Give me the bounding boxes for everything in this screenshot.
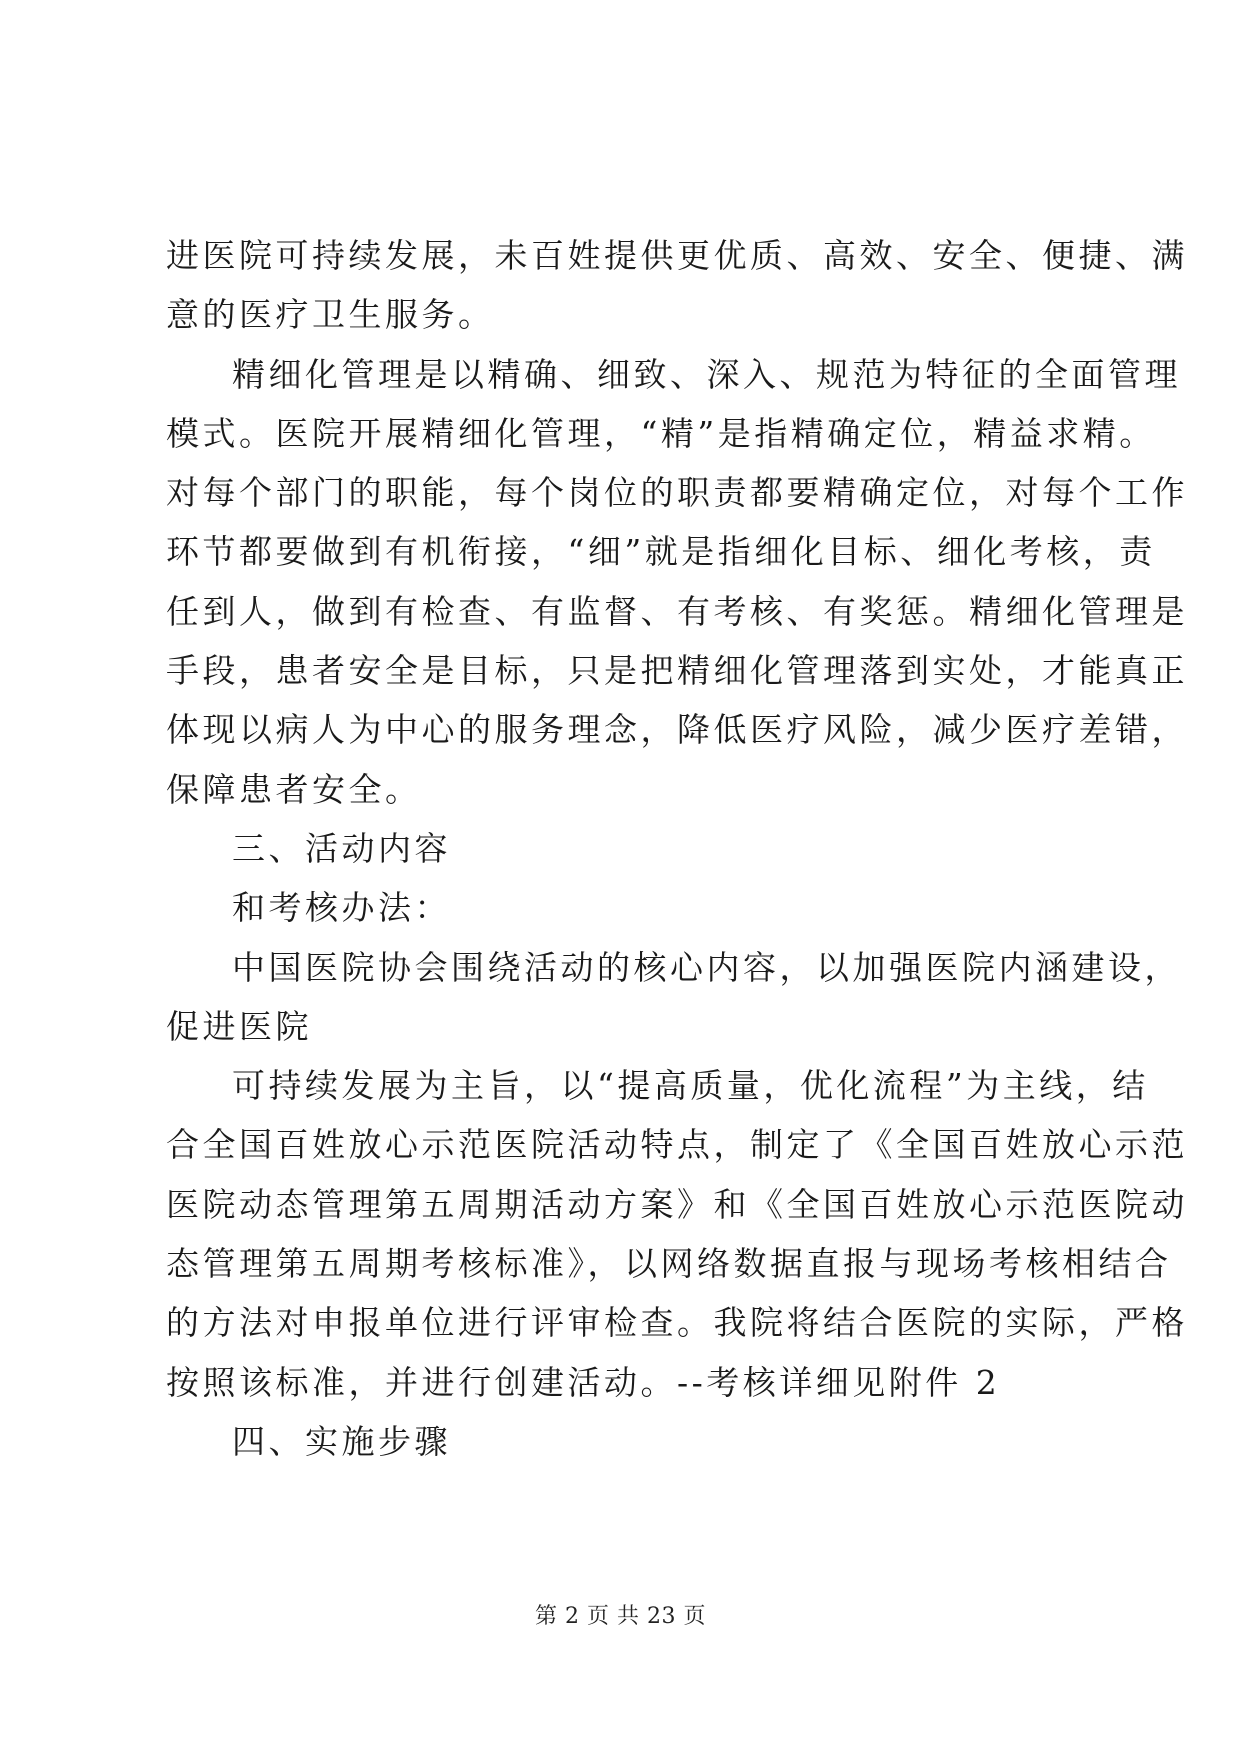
text-line: 合全国百姓放心示范医院活动特点，制定了《全国百姓放心示范: [166, 1125, 1188, 1165]
text-line: 手段，患者安全是目标，只是把精细化管理落到实处，才能真正: [166, 651, 1188, 691]
paragraph-2: [166, 345, 1188, 819]
text-line: 意的医疗卫生服务。: [166, 295, 495, 335]
text-line: 精细化管理是以精确、细致、深入、规范为特征的全面管理: [232, 354, 1181, 394]
text-line: 促进医院: [166, 1006, 312, 1046]
section-heading-3: [166, 819, 1082, 878]
section-heading-4: [166, 1412, 1082, 1471]
text-line: 对每个部门的职能，每个岗位的职责都要精确定位，对每个工作: [166, 473, 1188, 513]
text-line: 医院动态管理第五周期活动方案》和《全国百姓放心示范医院动: [166, 1184, 1188, 1224]
text-line: 可持续发展为主旨，以“提高质量，优化流程”为主线，结: [232, 1066, 1149, 1106]
text-line: 态管理第五周期考核标准》，以网络数据直报与现场考核相结合: [166, 1244, 1172, 1284]
text-line: 和考核办法：: [232, 888, 451, 928]
heading-line: 四、实施步骤: [232, 1421, 451, 1461]
paragraph-development: [166, 1056, 1188, 1412]
text-line: 体现以病人为中心的服务理念，降低医疗风险，减少医疗差错，: [166, 710, 1188, 750]
paragraph-1: [166, 226, 1188, 345]
text-line: 进医院可持续发展，未百姓提供更优质、高效、安全、便捷、满: [166, 236, 1188, 275]
heading-line: 三、活动内容: [232, 828, 451, 868]
text-line: 模式。医院开展精细化管理，“精”是指精确定位，精益求精。: [166, 413, 1156, 453]
text-line: 保障患者安全。: [166, 769, 422, 809]
document-body: [166, 226, 1188, 1471]
paragraph-association: [166, 938, 1181, 1057]
text-line: 任到人，做到有检查、有监督、有考核、有奖惩。精细化管理是: [166, 591, 1188, 631]
page-footer: 第 2 页 共 23 页: [535, 1604, 706, 1629]
text-line: 中国医院协会围绕活动的核心内容，以加强医院内涵建设，: [232, 947, 1181, 987]
paragraph-assessment: [166, 878, 1082, 937]
text-line: 按照该标准，并进行创建活动。--考核详细见附件 2: [166, 1362, 1001, 1402]
text-line: 的方法对申报单位进行评审检查。我院将结合医院的实际，严格: [166, 1303, 1188, 1343]
text-line: 环节都要做到有机衔接，“细”就是指细化目标、细化考核，责: [166, 532, 1156, 572]
